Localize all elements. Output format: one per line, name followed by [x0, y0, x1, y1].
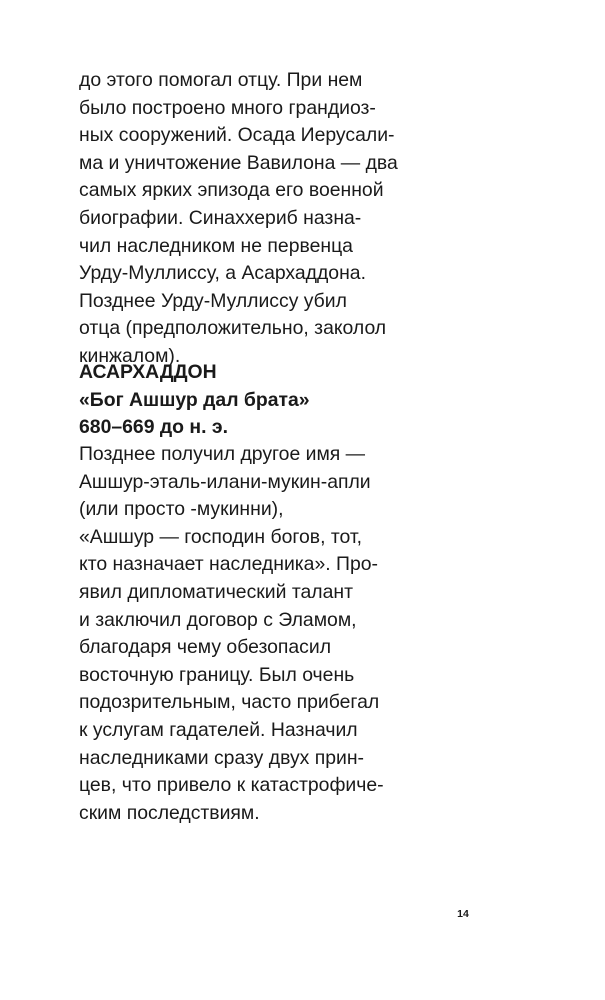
text-line: кинжалом). [79, 344, 181, 367]
text-line: ных сооружений. Осада Иерусали- [79, 124, 395, 147]
text-line: Позднее получил другое имя — [79, 443, 366, 465]
text-line: до этого помогал отцу. При нем [79, 69, 363, 91]
ruler-heading [79, 359, 539, 442]
text-line: цев, что привело к катастрофиче- [79, 774, 384, 797]
text-line: «Ашшур — господин богов, тот, [79, 525, 363, 548]
text-line: наследниками сразу двух прин- [79, 746, 365, 769]
text-line: благодаря чему обезопасил [79, 636, 332, 659]
text-line: к услугам гадателей. Назначил [79, 718, 358, 741]
text-line: отца (предположительно, заколол [79, 317, 387, 340]
text-line: и заключил договор с Эламом, [79, 608, 357, 631]
text-line: восточную границу. Был очень [79, 663, 355, 686]
text-line: (или просто -мукинни), [79, 498, 284, 521]
text-line: было построено много грандиоз- [79, 96, 376, 119]
ruler-name-meaning: «Бог Ашшур дал брата» [79, 388, 310, 411]
text-line: чил наследником не первенца [79, 234, 353, 257]
text-line: ма и уничтожение Вавилона — два [79, 151, 398, 174]
text-line: Ашшур-эталь-илани-мукин-апли [79, 470, 371, 493]
ruler-reign-years: 680–669 до н. э. [79, 416, 228, 439]
text-line: биографии. Синаххериб назна- [79, 206, 362, 229]
page-number: 14 [457, 908, 469, 920]
text-line: Урду-Муллиссу, а Асархаддона. [79, 262, 366, 285]
text-line: подозрительным, часто прибегал [79, 691, 380, 714]
text-line: явил дипломатический талант [79, 580, 353, 603]
text-line: самых ярких эпизода его военной [79, 179, 384, 202]
text-line: ским последствиям. [79, 801, 260, 824]
ruler-name: АСАРХАДДОН [79, 361, 217, 383]
text-line: Позднее Урду-Муллиссу убил [79, 289, 347, 312]
text-line: кто назначает наследника». Про- [79, 553, 378, 576]
ruler-description [79, 441, 539, 827]
intro-paragraph [79, 67, 539, 371]
